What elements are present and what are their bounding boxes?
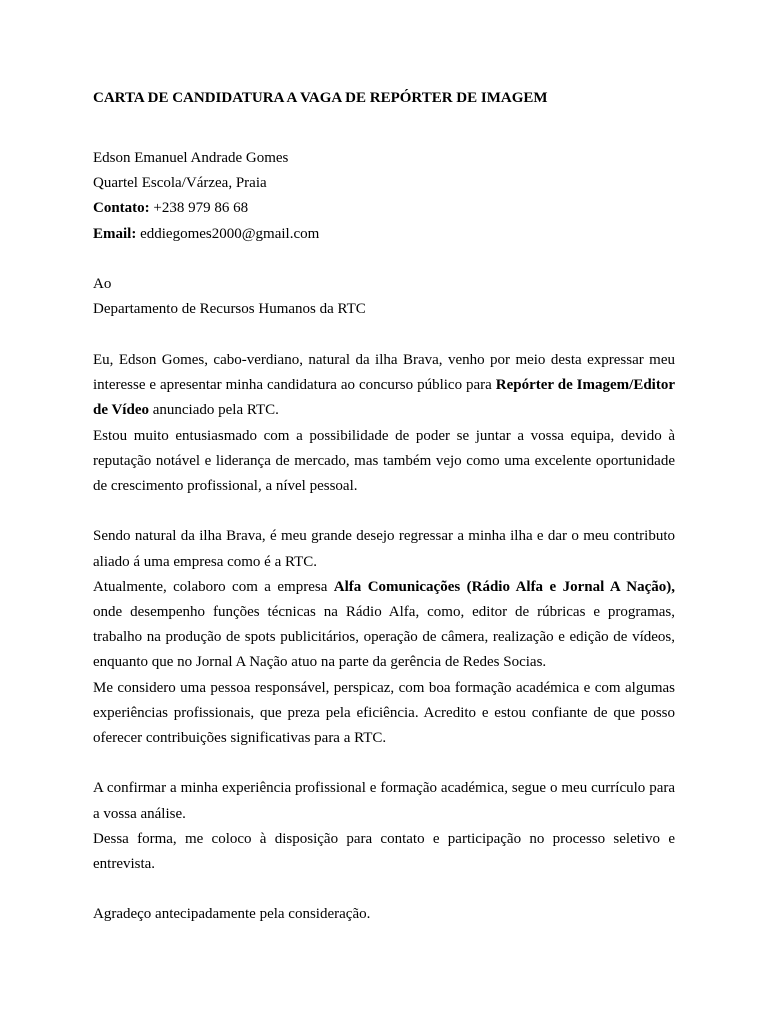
- contact-label: Contato:: [93, 200, 150, 217]
- paragraph-text: anunciado pela RTC.: [148, 402, 279, 419]
- paragraph-current-job: [93, 575, 675, 676]
- recipient-block: [93, 272, 675, 322]
- email-value: eddiegomes2000@gmail.com: [136, 225, 320, 242]
- spacer: [93, 499, 675, 524]
- sender-email: [93, 222, 675, 247]
- letter-body: [93, 348, 675, 928]
- spacer: [93, 111, 675, 146]
- sender-block: [93, 146, 675, 247]
- paragraph-text: Eu, Edson Gomes, cabo-verdiano, natural da ilha Brava, venho por meio desta expressar meu interesse e apresentar minha candidatura ao concurso público para: [93, 352, 675, 394]
- paragraph-self-description: Me considero uma pessoa responsável, perspicaz, com boa formação académica e com algumas experiências profissionais, que preza pela eficiência. Acredito e estou confiante de que posso oferecer contribuições significativas para a RTC.: [93, 679, 675, 747]
- position-title: Repórter de Imagem/Editor de Vídeo: [93, 377, 675, 419]
- paragraph-text: Atualmente, colaboro com a empresa: [93, 578, 334, 595]
- paragraph-text: onde desempenho funções técnicas na Rádio Alfa, como, editor de rúbricas e programas, trabalho na produção de spots publicitários, operação de câmera, realização e edição de vídeos, enquanto que no Jornal A Nação atuo na parte da gerência de Redes Socias.: [93, 604, 675, 671]
- recipient-salutation: Ao: [93, 276, 112, 292]
- sender-contact: [93, 196, 675, 221]
- paragraph-enthusiasm: Estou muito entusiasmado com a possibilidade de poder se juntar a vossa equipa, devido à reputação notável e liderança de mercado, mas também vejo como uma excelente oportunidade de crescimento profissional, a nível pessoal.: [93, 427, 675, 495]
- spacer: [93, 247, 675, 272]
- sender-address: Quartel Escola/Várzea, Praia: [93, 175, 267, 192]
- recipient-department: Departamento de Recursos Humanos da RTC: [93, 301, 366, 318]
- company-name: Alfa Comunicações (Rádio Alfa e Jornal A Nação),: [333, 578, 675, 595]
- contact-value: +238 979 86 68: [149, 200, 249, 217]
- sender-name: Edson Emanuel Andrade Gomes: [93, 150, 289, 166]
- paragraph-origin: Sendo natural da ilha Brava, é meu grande desejo regressar a minha ilha e dar o meu contributo aliado á uma empresa como é a RTC.: [93, 528, 675, 570]
- email-label: Email:: [93, 225, 137, 242]
- spacer: [93, 322, 675, 348]
- spacer: [93, 877, 675, 902]
- spacer: [93, 751, 675, 776]
- closing-line: Agradeço antecipadamente pela consideração.: [93, 906, 371, 923]
- paragraph-intro: [93, 348, 675, 424]
- paragraph-availability: Dessa forma, me coloco à disposição para contato e participação no processo seletivo e entrevista.: [93, 830, 675, 873]
- paragraph-cv: A confirmar a minha experiência profissional e formação académica, segue o meu currículo para a vossa análise.: [93, 780, 675, 822]
- letter-title: CARTA DE CANDIDATURA A VAGA DE REPÓRTER DE IMAGEM: [93, 90, 548, 106]
